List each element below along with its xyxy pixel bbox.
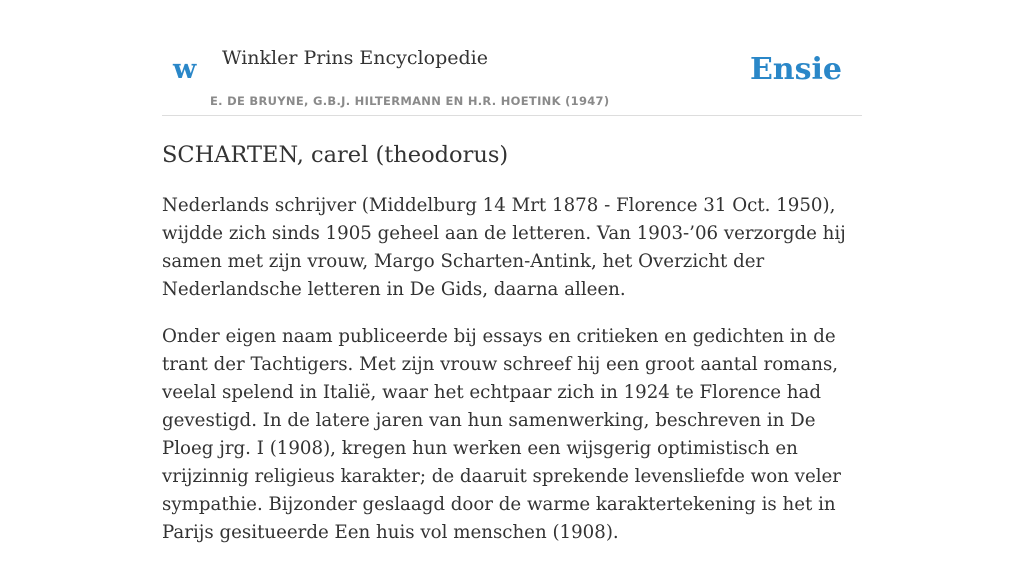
source-logo-icon[interactable]: w xyxy=(173,54,197,85)
entry-paragraph: Nederlands schrijver (Middelburg 14 Mrt 1878 - Florence 31 Oct. 1950), wijdde zich sinds 1905 geheel aan de letteren. Van 1903-’06 verzorgde hij samen met zijn vrouw, Margo Scharten-Antink, het Overzicht der Nederlandsche letteren in De Gids, daarna alleen. xyxy=(162,195,846,300)
source-authors: E. DE BRUYNE, G.B.J. HILTERMANN EN H.R. HOETINK (1947) xyxy=(210,94,610,108)
page xyxy=(162,0,862,543)
ensie-logo[interactable]: Ensie xyxy=(749,52,842,87)
source-title[interactable]: Winkler Prins Encyclopedie xyxy=(222,47,488,69)
entry-title: SCHARTEN, carel (theodorus) xyxy=(162,142,509,168)
entry-paragraph: Onder eigen naam publiceerde bij essays en critieken en gedichten in de trant der Tachtigers. Met zijn vrouw schreef hij een groot aantal romans, veelal spelend in Italië, waar het echtpaar zich in 1924 te Florence had gevestigd. In de latere jaren van hun samenwerking, beschreven in De Ploeg jrg. I (1908), kregen hun werken een wijsgerig optimistisch en vrijzinnig religieus karakter; de daaruit sprekende levensliefde won veler sympathie. Bijzonder geslaagd door de warme karaktertekening is het in Parijs gesitueerde Een huis vol menschen (1908). xyxy=(162,326,841,543)
entry-body xyxy=(162,192,862,566)
source-header xyxy=(162,0,862,116)
